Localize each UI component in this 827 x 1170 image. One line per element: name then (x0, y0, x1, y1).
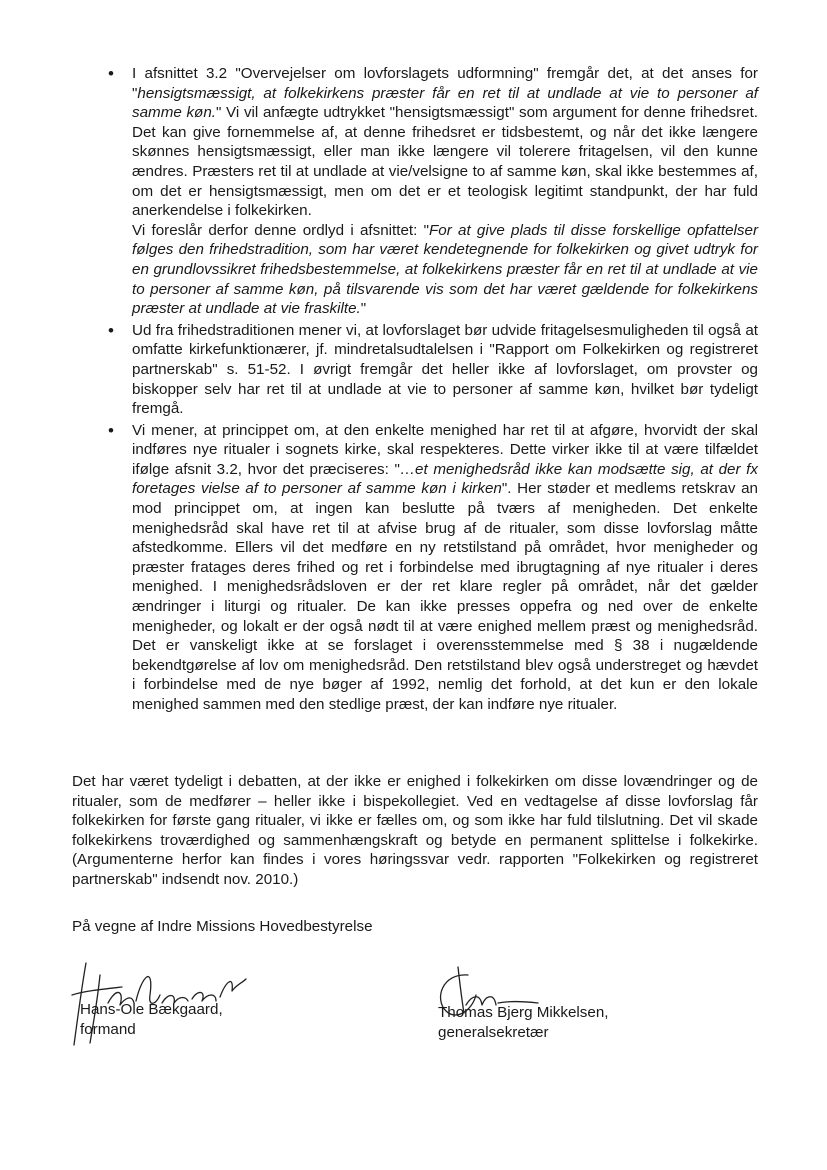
italic-quote: hensigtsmæssigt, at folkekirkens præster får en ret til at undlade at vie to personer af samme køn. (132, 84, 758, 122)
signer-title: generalsekretær (438, 1024, 549, 1041)
bullet-paragraph (132, 421, 758, 715)
text-run: " Vi vil anfægte udtrykket "hensigtsmæssigt" som argument for denne frihedsret. Det kan give fornemmelse af, at denne frihedsret er tidsbestemt, og når det ikke længere skønnes hensigtsmæssigt, eller man ikke længere vil tolerere fritagelsen, vil den kunne ændres. Præsters ret til at undlade at vie/velsigne to af samme køn, skal ikke bestemmes af, om det er hensigtsmæssigt, men om det er et teologisk legitimt standpunkt, der har fuld anerkendelse i folkekirken. (132, 104, 759, 220)
text-run: Vi foreslår derfor denne ordlyd i afsnittet: " (132, 221, 429, 239)
text-run: Ud fra frihedstraditionen mener vi, at lovforslaget bør udvide fritagelsesmuligheden til også at omfatte kirkefunktionærer, jf. mindretalsudtalelsen i "Rapport om Folkekirken og registreret partnerskab" s. 51-52. I øvrigt fremgår det heller ikke af lovforslaget, om provster og biskopper selv har ret til at undlade at vie to personer af samme køn, hvilket bør tydeligt fremgå. (132, 321, 758, 418)
signer-hans-ole (80, 1000, 223, 1040)
bullet-paragraph-proposal (132, 221, 758, 319)
bullet-paragraph (132, 64, 758, 221)
bullet-item-menighedsraad (108, 421, 758, 715)
on-behalf-line: På vegne af Indre Missions Hovedbestyrelse (72, 918, 373, 935)
text-run: ". Her støder et medlems retskrav an mod princippet om, at ingen kan beslutte på tværs af menigheden. Det enkelte menighedsråd skal have ret til at afvise brug af de ritualer, som disse lovforslag måtte afstedkomme. Ellers vil det medføre en ny retstilstand på området, hvor menigheder og præster fratages deres frihed og ret i forbindelse med ibrugtagning af nye ritualer i deres menighed. I menighedsrådsloven er der ret klare regler på området, når det gælder ændringer i liturgi og ritualer. De kan ikke presses oppefra og ned over de enkelte menigheder, og lokalt er der også nødt til at være enighed mellem præst og menighedsråd. Det er vanskeligt ikke at se forslaget i overensstemmelse med § 38 i nugældende bekendtgørelse af lov om menighedsråd. Den retstilstand blev også understreget og hævdet i forbindelse med de nye bøger af 1992, nemlig det forhold, at det kun er den lokale menighed sammen med den stedlige præst, der kan indføre nye ritualer. (132, 480, 759, 713)
text-run: I afsnittet 3.2 "Overvejelser om lovforslagets udformning" fremgår det, at det anses for " (132, 65, 758, 102)
bullet-item-kirkefunktionaerer (108, 321, 758, 419)
signer-name: Thomas Bjerg Mikkelsen, (438, 1004, 609, 1021)
bullet-item-hensigtsmaessigt (108, 64, 758, 319)
closing-paragraph: Det har været tydeligt i debatten, at der ikke er enighed i folkekirken om disse lovændringer og de ritualer, som de medfører – heller ikke i bispekollegiet. Ved en vedtagelse af disse lovforslag får folkekirken for første gang ritualer, vi ikke er fælles om, og som ikke har fuld tilslutning. Det vil skade folkekirkens troværdighed og sammenhængskraft og betyde en permanent splittelse i folkekirke. (Argumenterne herfor kan findes i vores høringssvar vedr. rapporten "Folkekirken og registreret partnerskab" indsendt nov. 2010.) (72, 773, 758, 888)
signer-name: Hans-Ole Bækgaard, (80, 1001, 223, 1018)
text-run: " (360, 300, 367, 318)
signer-title: formand (80, 1021, 136, 1038)
text-run: Vi mener, at princippet om, at den enkelte menighed har ret til at afgøre, hvorvidt der skal indføres nye ritualer i sognets kirke, skal respekteres. Dette virker ikke til at være tilfældet ifølge afsnit 3.2, hvor det præciseres: " (132, 421, 758, 478)
bullet-paragraph (132, 321, 758, 419)
italic-quote: …et menighedsråd ikke kan modsætte sig, at der fx foretages vielse af to personer af samme køn i kirken (132, 460, 758, 498)
bullet-list (108, 64, 758, 717)
italic-quote: For at give plads til disse forskellige opfattelser følges den frihedstradition, som har været kendetegnende for folkekirken og givet udtryk for en grundlovssikret frihedsbestemmelse, at folkekirkens præster får en ret til at undlade at vie to personer af samme køn, på tilsvarende vis som det har været gældende for folkekirkens præster at undlade at vie fraskilte. (132, 221, 758, 318)
signer-thomas (438, 1003, 609, 1043)
